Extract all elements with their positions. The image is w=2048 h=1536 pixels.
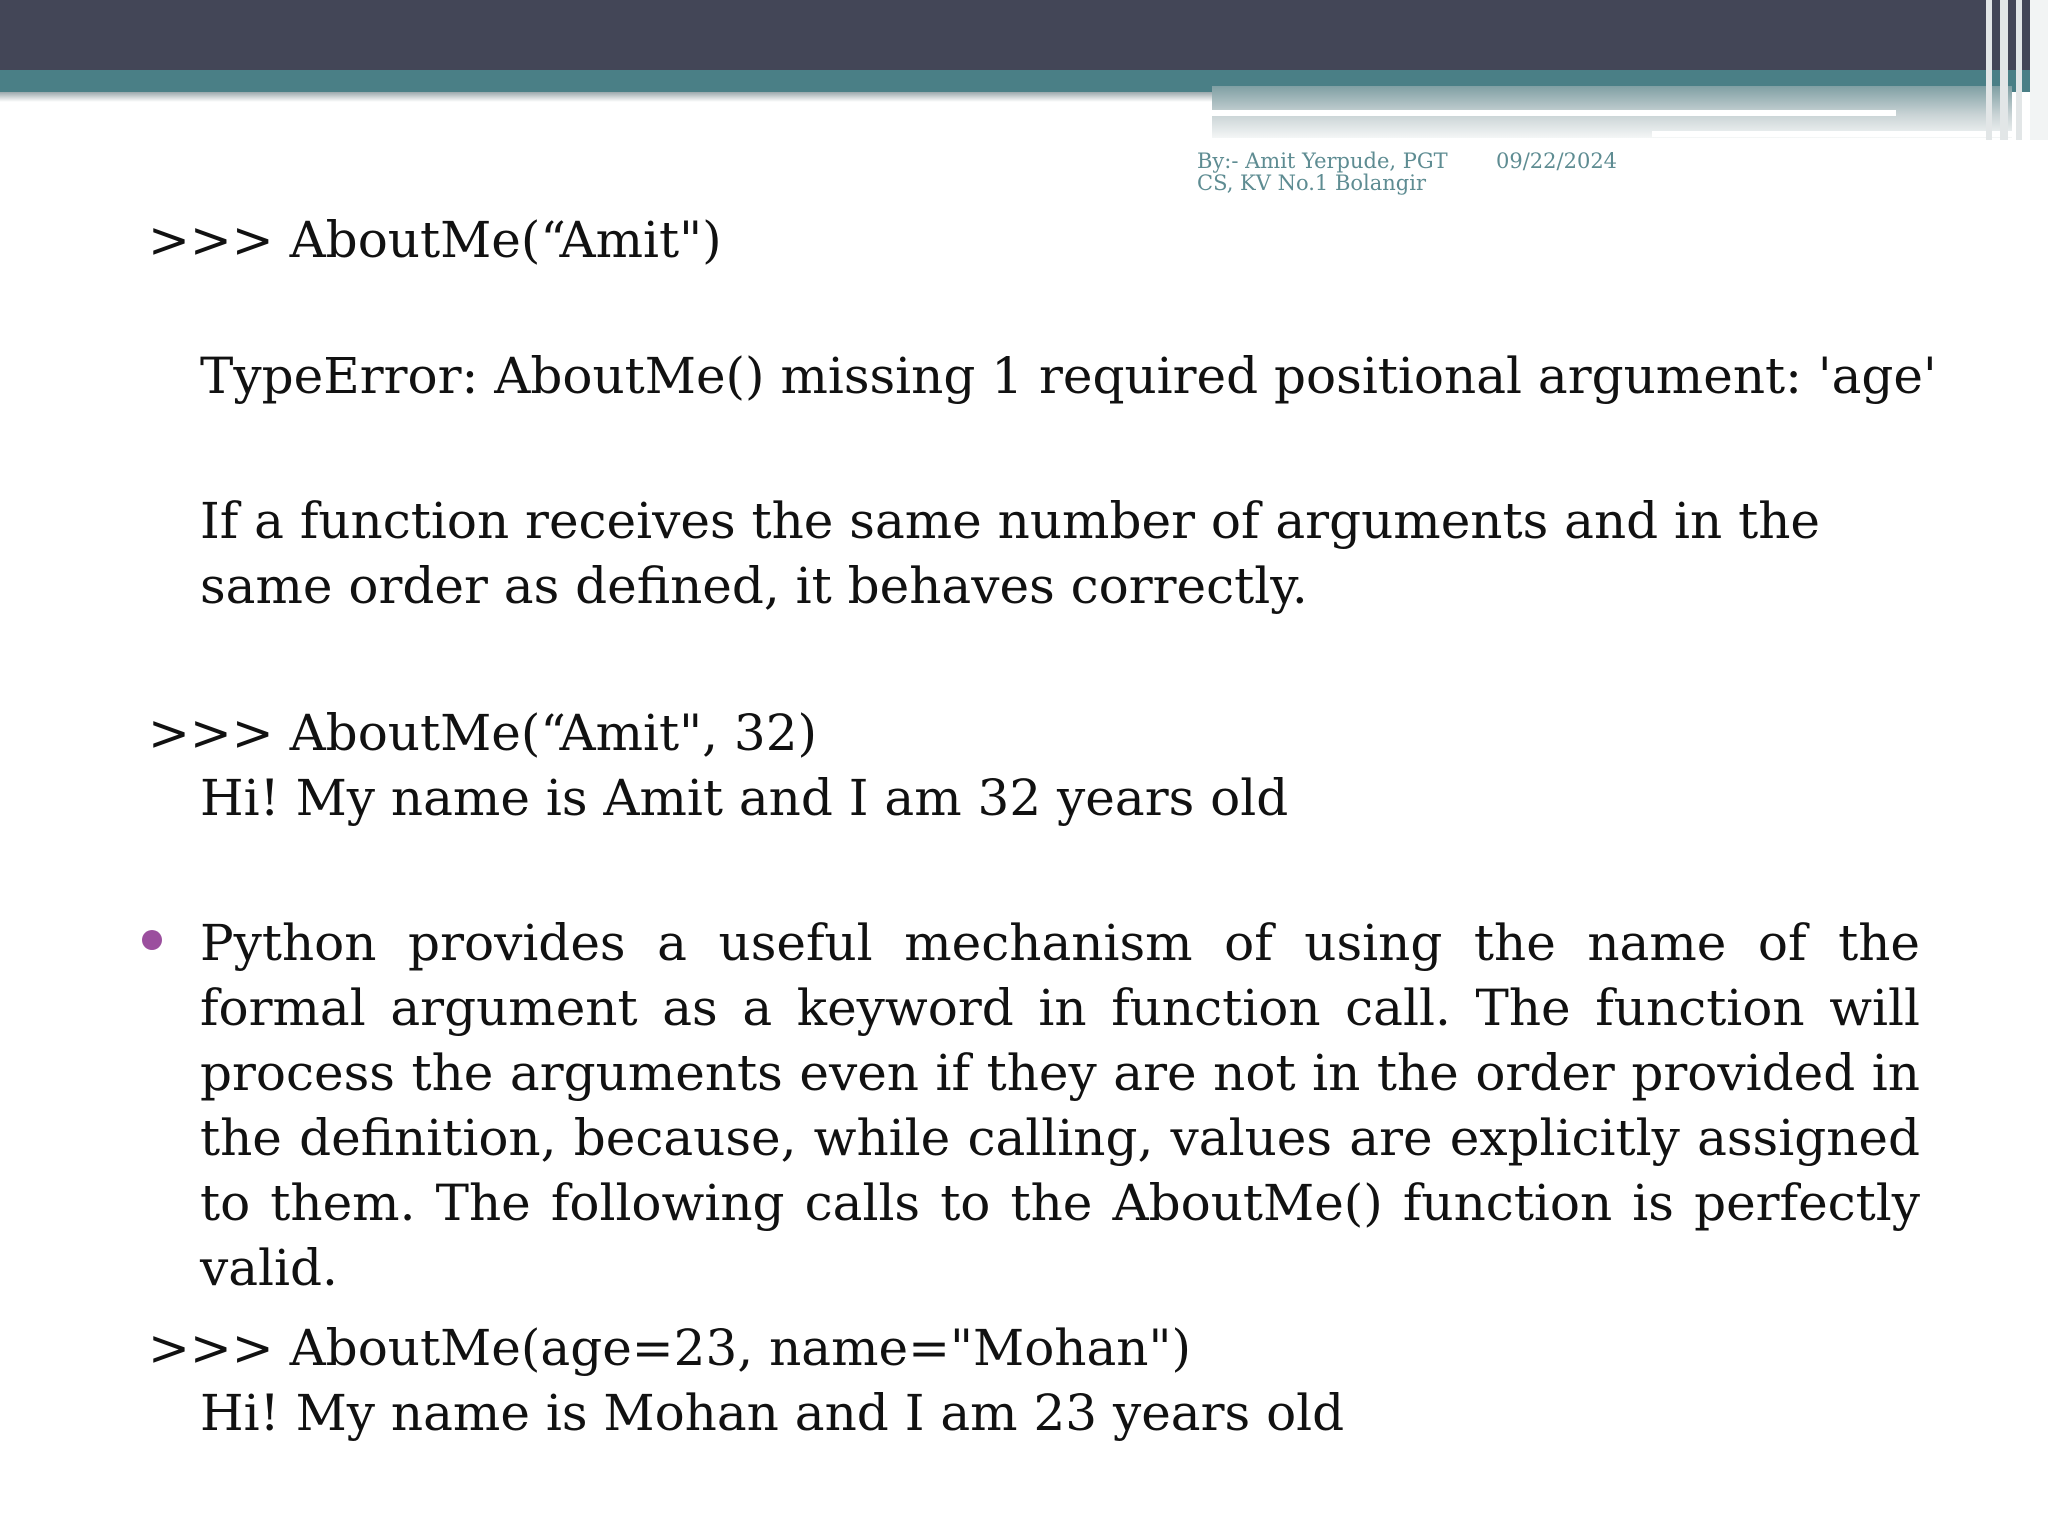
header-edge-stripe <box>2016 0 2022 140</box>
code-output-2: Hi! My name is Amit and I am 32 years old <box>200 769 1289 827</box>
footer-date: 09/22/2024 <box>1496 149 1618 173</box>
bullet-paragraph: Python provides a useful mechanism of using the name of the formal argument as a keyword in function call. The function will process the arguments even if they are not in the order provided in the definition, because, while calling, values are explicitly assigned to them. The following calls to the AboutMe() function is perfectly valid. <box>200 914 1920 1297</box>
error-message: TypeError: AboutMe() missing 1 required positional argument: 'age' <box>200 347 1937 405</box>
header-edge-stripe <box>2000 0 2008 140</box>
header-bar <box>0 0 2048 70</box>
code-call-2: >>> AboutMe(“Amit", 32) <box>148 704 818 762</box>
footer-author: By:- Amit Yerpude, PGT CS, KV No.1 Bolangir <box>1197 149 1448 195</box>
code-output-3: Hi! My name is Mohan and I am 23 years old <box>200 1384 1345 1442</box>
bullet-marker <box>142 930 162 950</box>
header-edge-stripe <box>2030 0 2048 140</box>
header-edge-stripe <box>1986 0 1992 140</box>
explanation-text: If a function receives the same number of arguments and in the same order as defined, it behaves correctly. <box>200 492 1821 615</box>
header-shadow <box>0 92 1215 102</box>
header-line <box>1212 110 1896 116</box>
code-call-1: >>> AboutMe(“Amit") <box>148 211 722 269</box>
header-line <box>1652 131 2012 137</box>
code-call-3: >>> AboutMe(age=23, name="Mohan") <box>148 1319 1192 1377</box>
